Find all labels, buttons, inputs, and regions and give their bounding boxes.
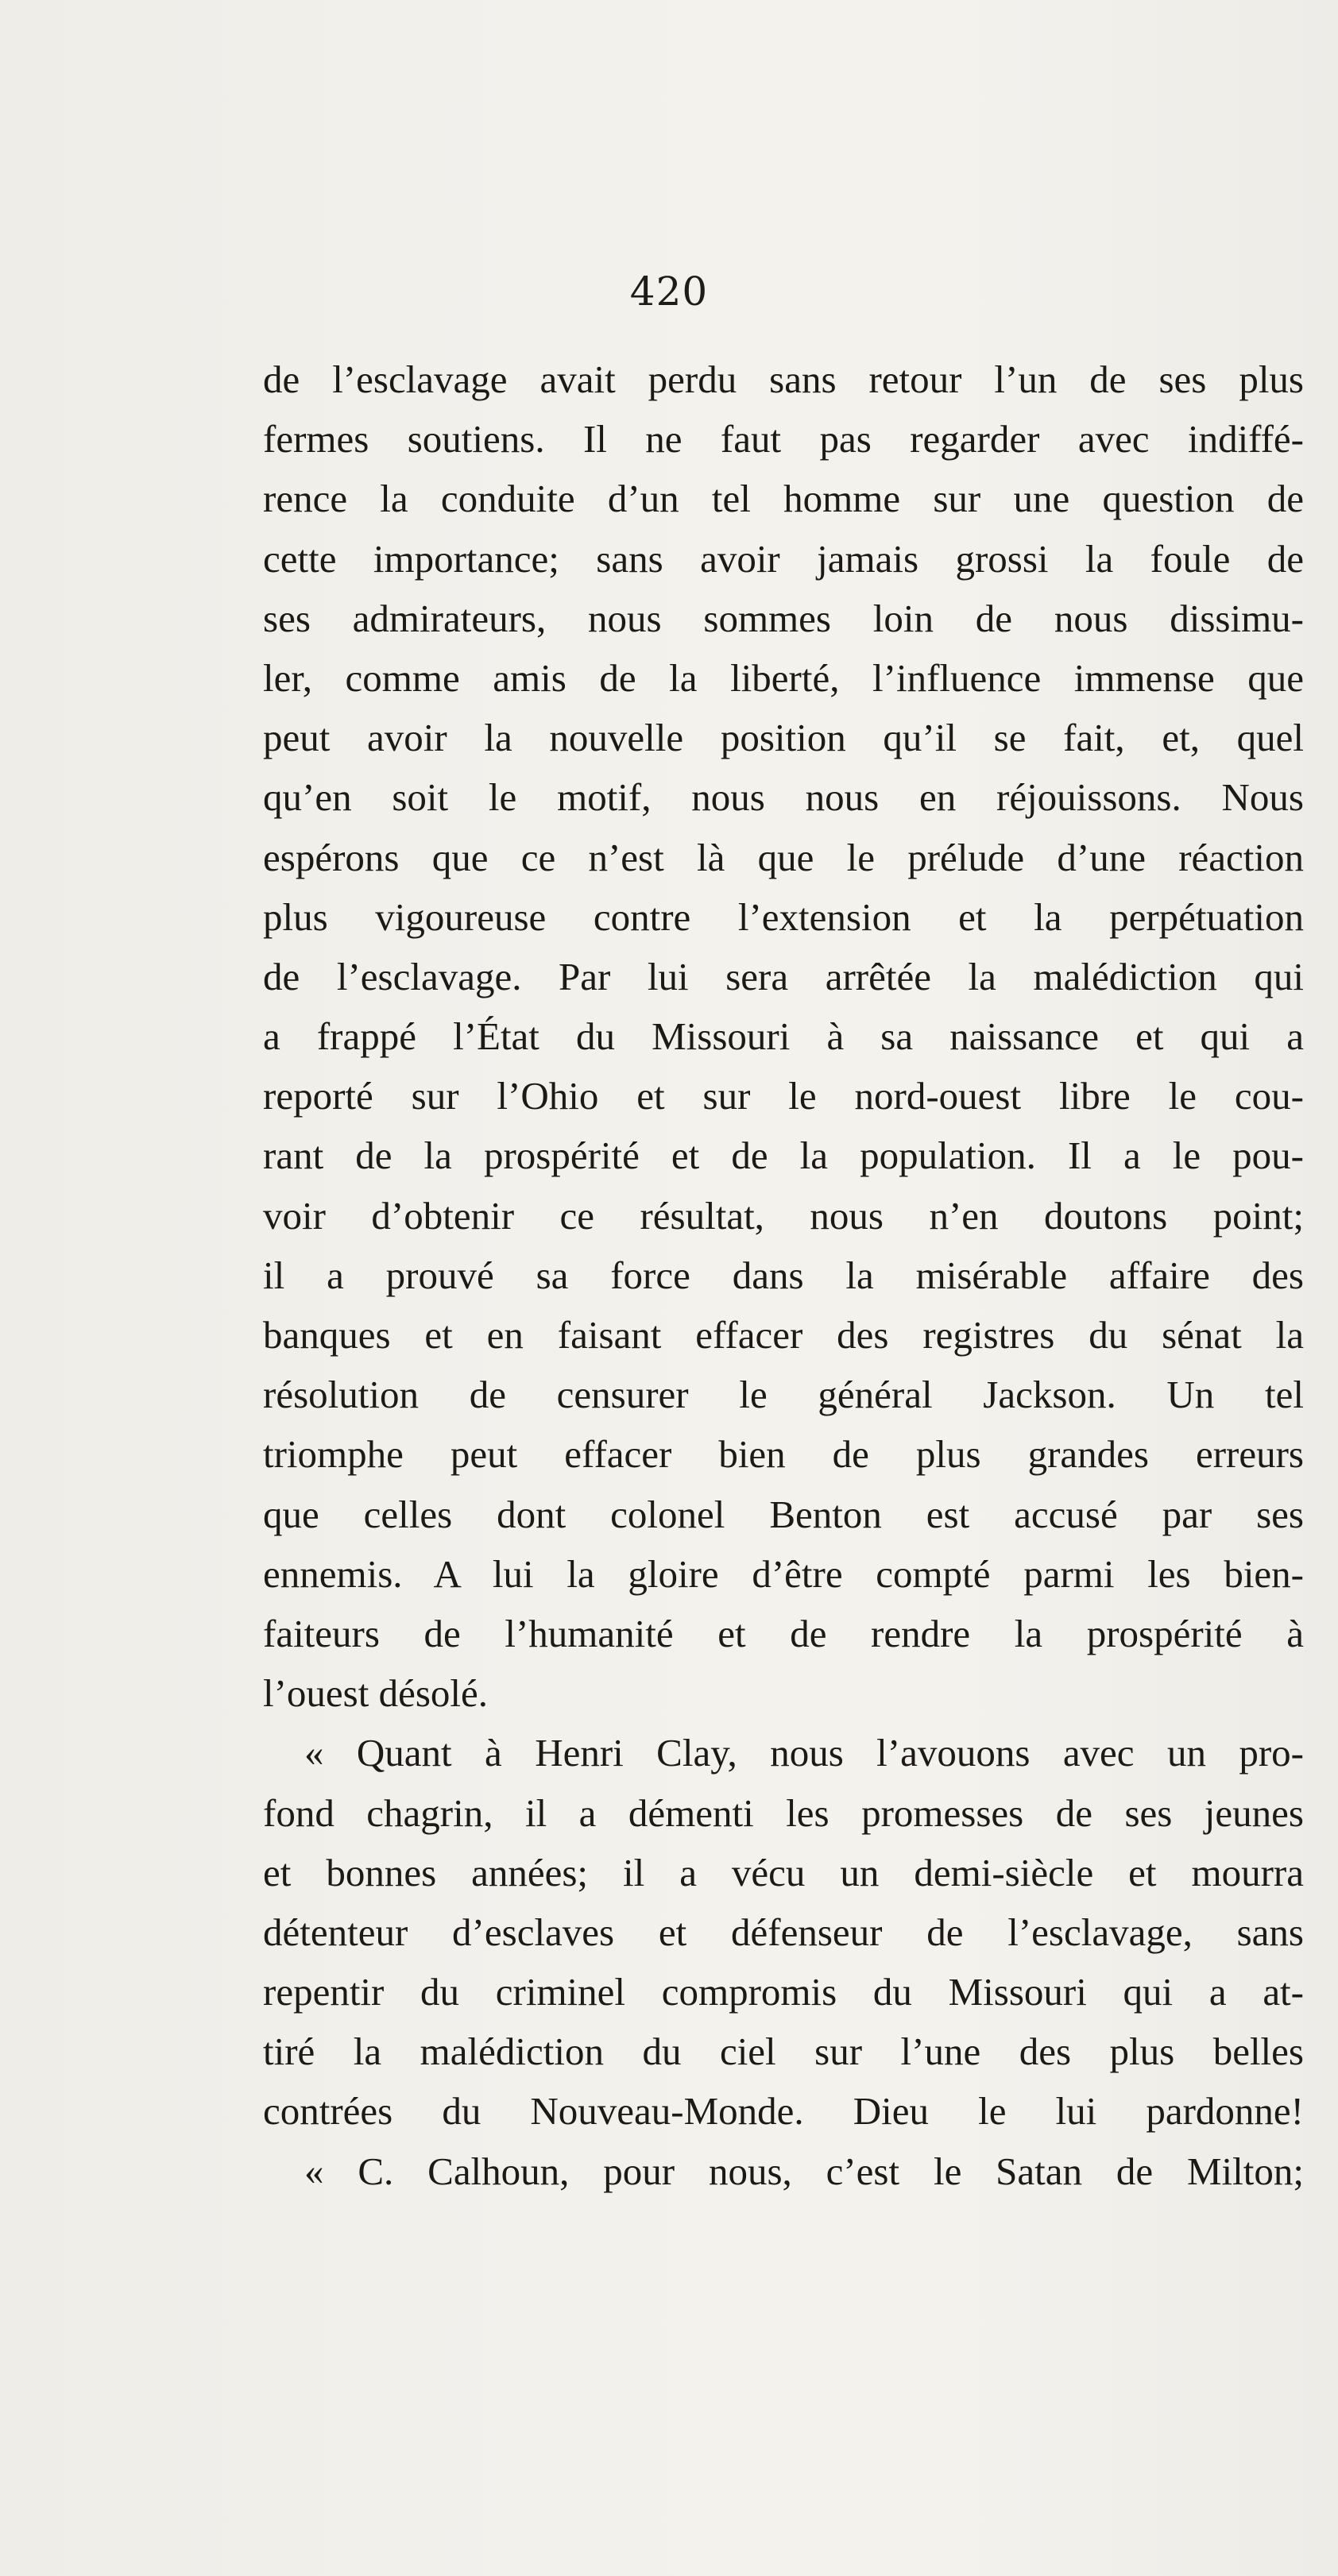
text-line: plus vigoureuse contre l’extension et la perpétuation (263, 894, 1304, 939)
page-number: 420 (629, 268, 709, 315)
text-line: de l’esclavage. Par lui sera arrêtée la malédiction qui (263, 954, 1304, 998)
text-line: que celles dont colonel Benton est accusé par ses (263, 1492, 1304, 1536)
text-line: fond chagrin, il a démenti les promesses de ses jeunes (263, 1790, 1304, 1835)
text-line: ennemis. A lui la gloire d’être compté parmi les bien- (263, 1551, 1304, 1596)
text-line: voir d’obtenir ce résultat, nous n’en doutons point; (263, 1193, 1304, 1238)
text-line: il a prouvé sa force dans la misérable affaire des (263, 1253, 1304, 1297)
text-line: et bonnes années; il a vécu un demi-siècle et mourra (263, 1850, 1304, 1894)
body-text (263, 350, 1304, 2201)
text-line: ses admirateurs, nous sommes loin de nous dissimu- (263, 596, 1304, 640)
text-line: « Quant à Henri Clay, nous l’avouons avec un pro- (304, 1731, 1304, 1775)
text-line: peut avoir la nouvelle position qu’il se fait, et, quel (263, 716, 1304, 760)
text-line: reporté sur l’Ohio et sur le nord-ouest libre le cou- (263, 1074, 1304, 1118)
text-line: résolution de censurer le général Jackson. Un tel (263, 1373, 1304, 1417)
text-line: détenteur d’esclaves et défenseur de l’esclavage, sans (263, 1910, 1304, 1954)
text-line: a frappé l’État du Missouri à sa naissance et qui a (263, 1014, 1304, 1059)
text-line: ler, comme amis de la liberté, l’influence immense que (263, 655, 1304, 700)
text-line: triomphe peut effacer bien de plus grandes erreurs (263, 1432, 1304, 1477)
text-line: espérons que ce n’est là que le prélude d’une réaction (263, 835, 1304, 879)
text-line: contrées du Nouveau-Monde. Dieu le lui pardonne! (263, 2089, 1304, 2134)
text-line: tiré la malédiction du ciel sur l’une des plus belles (263, 2030, 1304, 2074)
text-line: de l’esclavage avait perdu sans retour l’un de ses plus (263, 357, 1304, 401)
text-line: qu’en soit le motif, nous nous en réjouissons. Nous (263, 775, 1304, 820)
text-line: repentir du criminel compromis du Missouri qui a at- (263, 1970, 1304, 2014)
text-line: rence la conduite d’un tel homme sur une question de (263, 477, 1304, 521)
text-line: fermes soutiens. Il ne faut pas regarder avec indiffé- (263, 417, 1304, 462)
text-line: l’ouest désolé. (263, 1671, 489, 1716)
text-line: faiteurs de l’humanité et de rendre la prospérité à (263, 1611, 1304, 1655)
text-line: banques et en faisant effacer des registres du sénat la (263, 1313, 1304, 1357)
text-line: cette importance; sans avoir jamais grossi la foule de (263, 536, 1304, 581)
text-line: « C. Calhoun, pour nous, c’est le Satan de Milton; (304, 2149, 1304, 2193)
text-line: rant de la prospérité et de la population. Il a le pou- (263, 1134, 1304, 1178)
